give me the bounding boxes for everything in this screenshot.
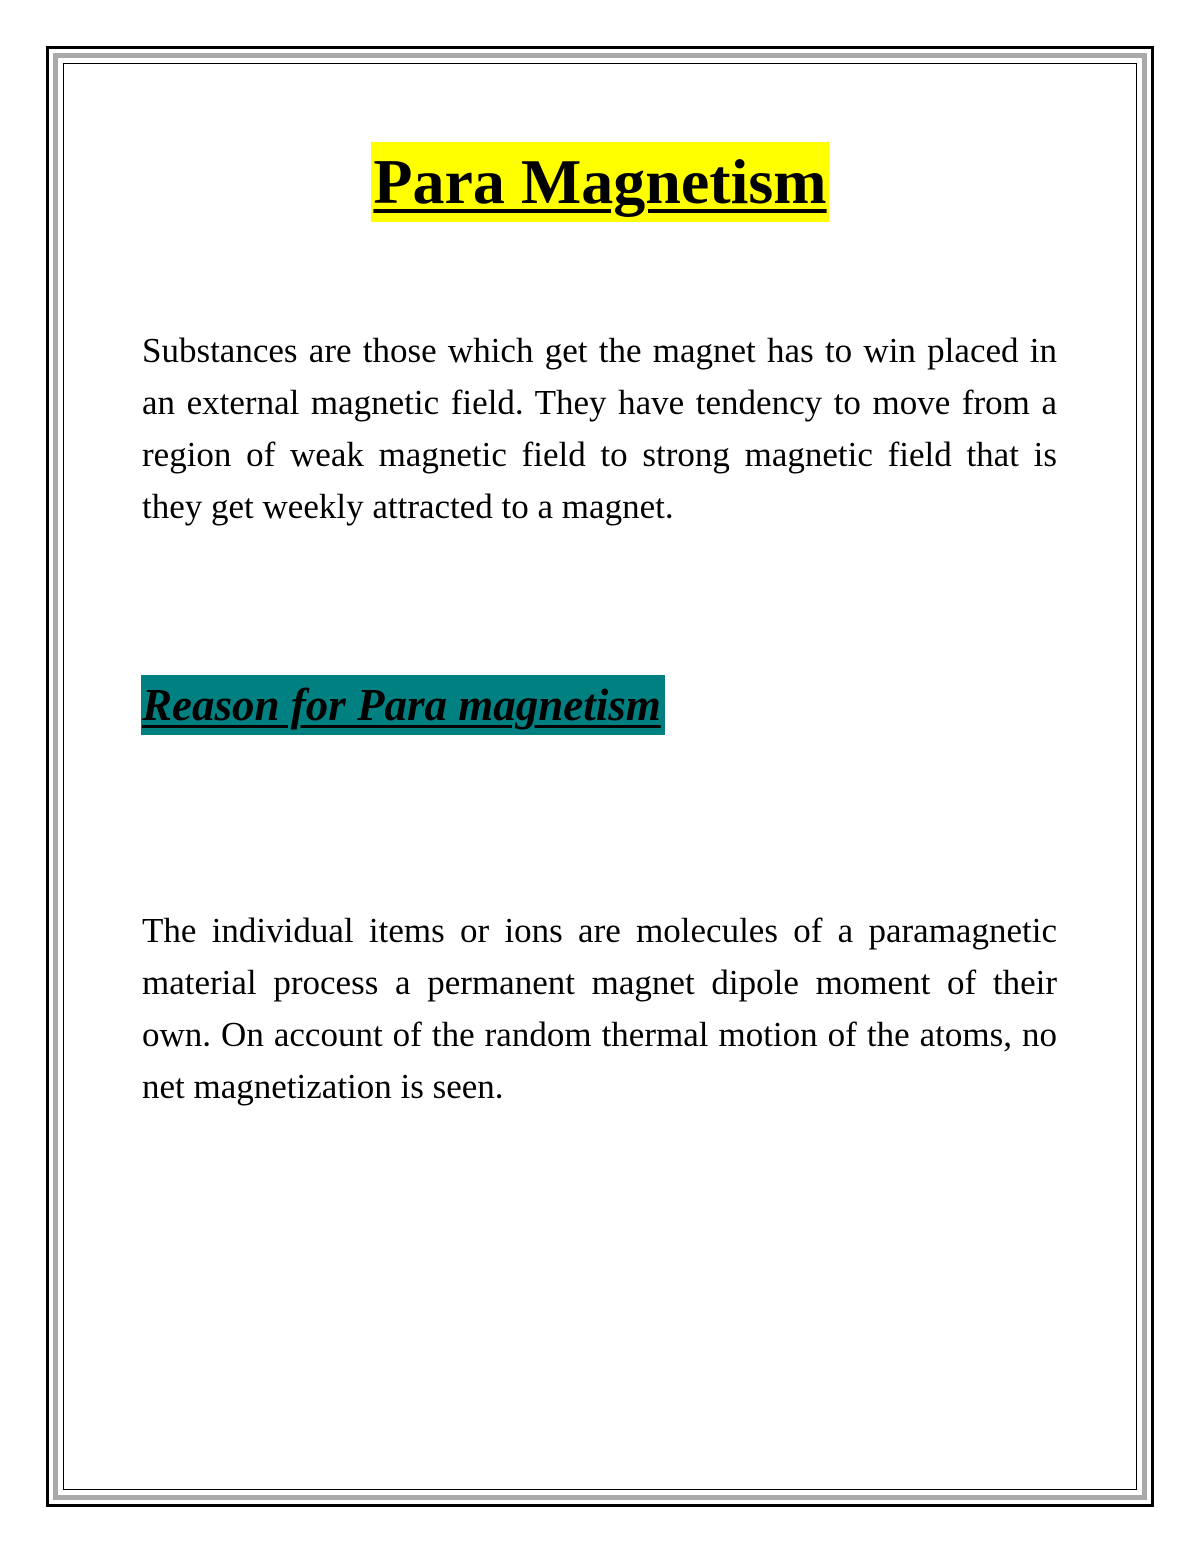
intro-paragraph: Substances are those which get the magnet has to win placed in an external magnetic field. They have tendency to move from a region of weak magnetic field to strong magnetic field that is they get weekly attracted to a magnet. (142, 331, 1057, 526)
page-border (46, 46, 1154, 1507)
page-border-inner (63, 63, 1137, 1490)
page-border-middle (53, 53, 1147, 1500)
title-container (0, 142, 1200, 222)
page-title: Para Magnetism (371, 142, 828, 222)
section-heading: Reason for Para magnetism (141, 675, 665, 735)
reason-paragraph: The individual items or ions are molecules of a paramagnetic material process a permanent magnet dipole moment of their own. On account of the random thermal motion of the atoms, no net magnetization is seen. (142, 911, 1057, 1106)
